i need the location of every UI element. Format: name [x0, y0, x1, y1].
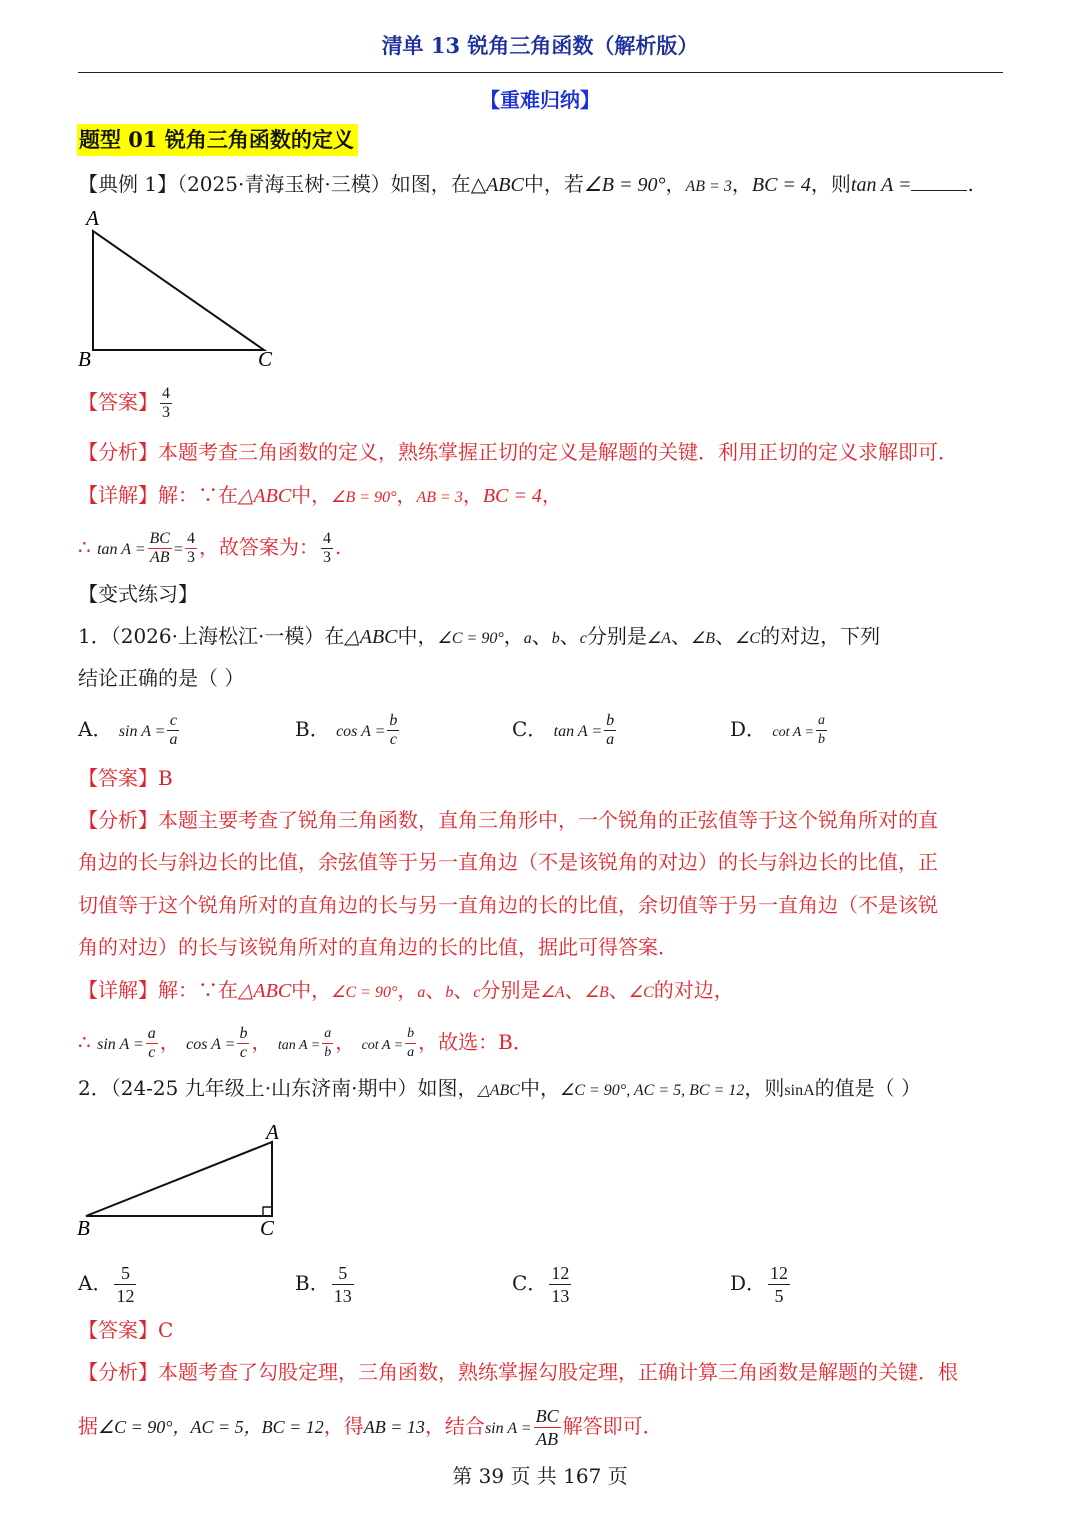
header-rule: [78, 72, 1003, 73]
q2-question: 2．（24-25 九年级上·山东济南·期中）如图，△ABC中，∠C = 90°, AC = 5, BC = 12，则sinA的值是（ ）: [78, 1076, 921, 1100]
vertex-label-a: A: [86, 206, 99, 230]
q2-analysis-line1: 【分析】本题考查了勾股定理，三角函数，熟练掌握勾股定理，正确计算三角函数是解题的关键．根: [78, 1360, 958, 1384]
q1-answer: 【答案】B: [78, 766, 173, 790]
example1-question: 【典例 1】（2025·青海玉树·三模）如图，在△ABC中，若∠B = 90°，AB = 3，BC = 4，则tan A = .: [78, 172, 974, 196]
detail1-line2: ∴ tan A = $\frac{BC}{AB}$ = $\frac{4}{3}$ ，故答案为： $\frac{4}{3}$ .: [78, 530, 342, 566]
answer-blank: [911, 174, 967, 191]
vertex-label-b: B: [77, 1216, 90, 1240]
figure-triangle-1: [74, 203, 294, 373]
q1-analysis-line3: 切值等于这个锐角所对的直角边的长与另一直角边的长的比值，余切值等于另一直角边（不是该锐: [78, 893, 938, 917]
q1-option-d[interactable]: D． cot A = $\frac{a}{b}$: [730, 713, 826, 747]
detail1-line1: 【详解】解：∵在△ABC中，∠B = 90°，AB = 3，BC = 4，: [78, 483, 562, 507]
q2-analysis-line2: 据∠C = 90°，AC = 5，BC = 12，得AB = 13，结合sin A = $\frac{BC}{AB}$ 解答即可．: [78, 1406, 663, 1449]
vertex-label-c: C: [260, 1216, 275, 1240]
q1-line2: 结论正确的是（ ）: [78, 666, 245, 690]
q1-line1: 1．（2026·上海松江·一模）在△ABC中，∠C = 90°，a、b、c分别是∠A、∠B、∠C的对边，下列: [78, 624, 881, 648]
vertex-label-b: B: [78, 347, 91, 371]
q1-detail-line1: 【详解】解：∵在△ABC中，∠C = 90°，a、b、c分别是∠A、∠B、∠C的对边，: [78, 978, 734, 1002]
q1-option-c[interactable]: C． tan A = $\frac{b}{a}$: [512, 712, 615, 748]
figure-triangle-2: [72, 1118, 292, 1243]
q1-option-b[interactable]: B． cos A = $\frac{b}{c}$: [295, 712, 398, 748]
topic-title: 题型 01 锐角三角函数的定义: [77, 124, 358, 156]
page-header-title: 清单 13 锐角三角函数（解析版）: [381, 33, 699, 58]
q1-detail-line2: ∴ sin A = $\frac{a}{c}$ ， cos A = $\frac{b}{c}$ ， tan A = $\frac{a}{b}$ ， cot A = $\frac{b}{a}$ ，故选：B．: [78, 1025, 533, 1061]
page-footer: 第 39 页 共 167 页: [452, 1464, 628, 1488]
q2-option-c[interactable]: C． $\frac{12}{13}$: [512, 1263, 570, 1306]
q1-option-a[interactable]: A． sin A = $\frac{c}{a}$: [78, 712, 178, 748]
section-title: 【重难归纳】: [480, 88, 600, 112]
answer1: 【答案】 $\frac{4}{3}$: [78, 385, 170, 421]
vertex-label-c: C: [258, 347, 273, 371]
q1-analysis-line2: 角边的长与斜边长的比值，余弦值等于另一直角边（不是该锐角的对边）的长与斜边长的比值，正: [78, 850, 938, 874]
vertex-label-a: A: [266, 1120, 279, 1144]
analysis1: 【分析】本题考查三角函数的定义，熟练掌握正切的定义是解题的关键．利用正切的定义求解即可．: [78, 440, 958, 464]
q2-option-d[interactable]: D． $\frac{12}{5}$: [730, 1263, 789, 1306]
q2-option-b[interactable]: B． $\frac{5}{13}$: [295, 1263, 352, 1306]
q1-analysis-line1: 【分析】本题主要考查了锐角三角函数，直角三角形中，一个锐角的正弦值等于这个锐角所对的直: [78, 808, 938, 832]
q1-analysis-line4: 角的对边）的长与该锐角所对的直角边的长的比值，据此可得答案．: [78, 935, 678, 959]
variants-label: 【变式练习】: [78, 582, 198, 606]
q2-option-a[interactable]: A． $\frac{5}{12}$: [78, 1263, 135, 1306]
q2-answer: 【答案】C: [78, 1318, 174, 1342]
